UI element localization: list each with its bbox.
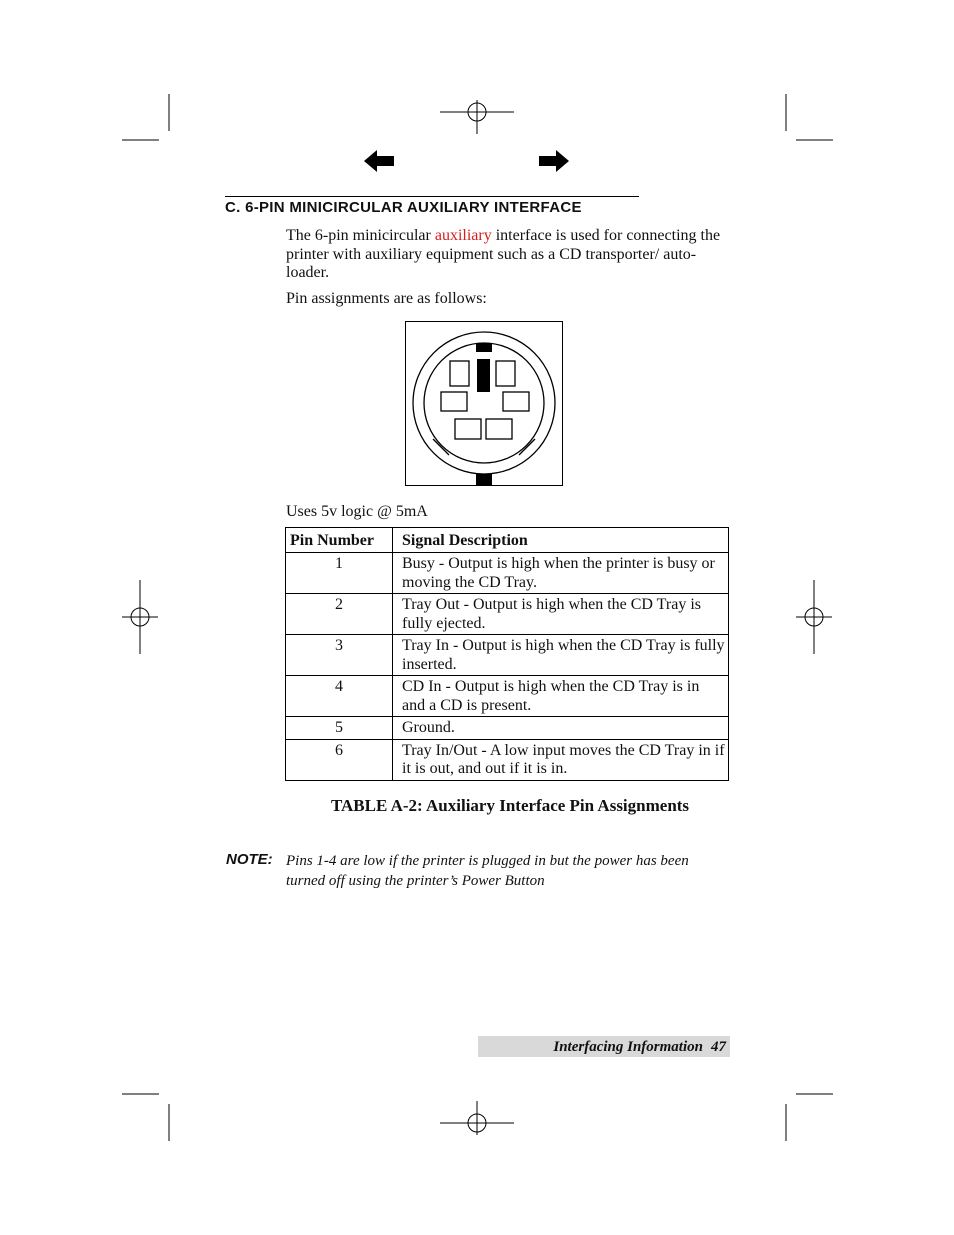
key-notch-bottom	[476, 474, 492, 486]
note-text: Pins 1-4 are low if the printer is plugged in but the power has been turned off using the printer’s Power Button	[286, 853, 689, 889]
registration-mark-top	[440, 100, 514, 134]
pin-number-cell: 6	[286, 739, 393, 780]
page-footer	[478, 1036, 730, 1057]
pin-socket	[450, 361, 469, 386]
table-row	[286, 717, 729, 740]
page-number: 47	[711, 1039, 726, 1055]
signal-description-cell: Tray Out - Output is high when the CD Tray is fully ejected.	[393, 594, 729, 635]
signal-description-cell: Ground.	[393, 717, 729, 740]
signal-description-cell: CD In - Output is high when the CD Tray is in and a CD is present.	[393, 676, 729, 717]
signal-description-cell: Tray In - Output is high when the CD Tray is fully inserted.	[393, 635, 729, 676]
logic-note: Uses 5v logic @ 5mA	[286, 503, 428, 520]
pin-number-cell: 1	[286, 553, 393, 594]
note-label: NOTE:	[226, 851, 273, 868]
registration-mark-bottom	[440, 1101, 514, 1135]
center-key	[477, 359, 490, 392]
intro-paragraph	[286, 227, 732, 283]
signal-description-cell: Busy - Output is high when the printer is busy or moving the CD Tray.	[393, 553, 729, 594]
pin-socket	[496, 361, 515, 386]
pin-number-cell: 4	[286, 676, 393, 717]
intro-text-end: interface is used for connecting the printer with auxiliary equipment such as a CD transporter/ auto-loader.	[286, 227, 721, 281]
table-row	[286, 553, 729, 594]
pin-number-cell: 5	[286, 717, 393, 740]
arrow-right-icon	[539, 150, 569, 172]
table-row	[286, 739, 729, 780]
header-pin-number: Pin Number	[286, 528, 393, 553]
registration-mark-right	[796, 580, 832, 654]
previous-page-button[interactable]	[364, 150, 394, 172]
connector-diagram	[405, 321, 563, 486]
pin-socket	[503, 392, 529, 411]
pin-socket	[455, 419, 481, 439]
header-signal-description: Signal Description	[393, 528, 729, 553]
pin-number-cell: 2	[286, 594, 393, 635]
footer-section-title: Interfacing Information	[553, 1039, 703, 1055]
auxiliary-link[interactable]: auxiliary	[434, 227, 492, 244]
table-row	[286, 594, 729, 635]
pin-intro-text: Pin assignments are as follows:	[286, 290, 487, 307]
table-header-row	[286, 528, 729, 553]
section-heading: C. 6-PIN MINICIRCULAR AUXILIARY INTERFACE	[225, 199, 582, 216]
intro-text-start: The 6-pin minicircular	[286, 227, 435, 244]
arrow-left-icon	[364, 150, 394, 172]
table-row	[286, 676, 729, 717]
next-page-button[interactable]	[539, 150, 569, 172]
table-row	[286, 635, 729, 676]
pin-assignment-table	[285, 527, 729, 781]
table-caption: TABLE A-2: Auxiliary Interface Pin Assignments	[330, 796, 690, 815]
signal-description-cell: Tray In/Out - A low input moves the CD Tray in if it is out, and out if it is in.	[393, 739, 729, 780]
registration-mark-left	[122, 580, 158, 654]
section-rule	[225, 196, 639, 197]
key-notch-top	[476, 343, 492, 352]
pin-socket	[486, 419, 512, 439]
pin-number-cell: 3	[286, 635, 393, 676]
pin-socket	[441, 392, 467, 411]
